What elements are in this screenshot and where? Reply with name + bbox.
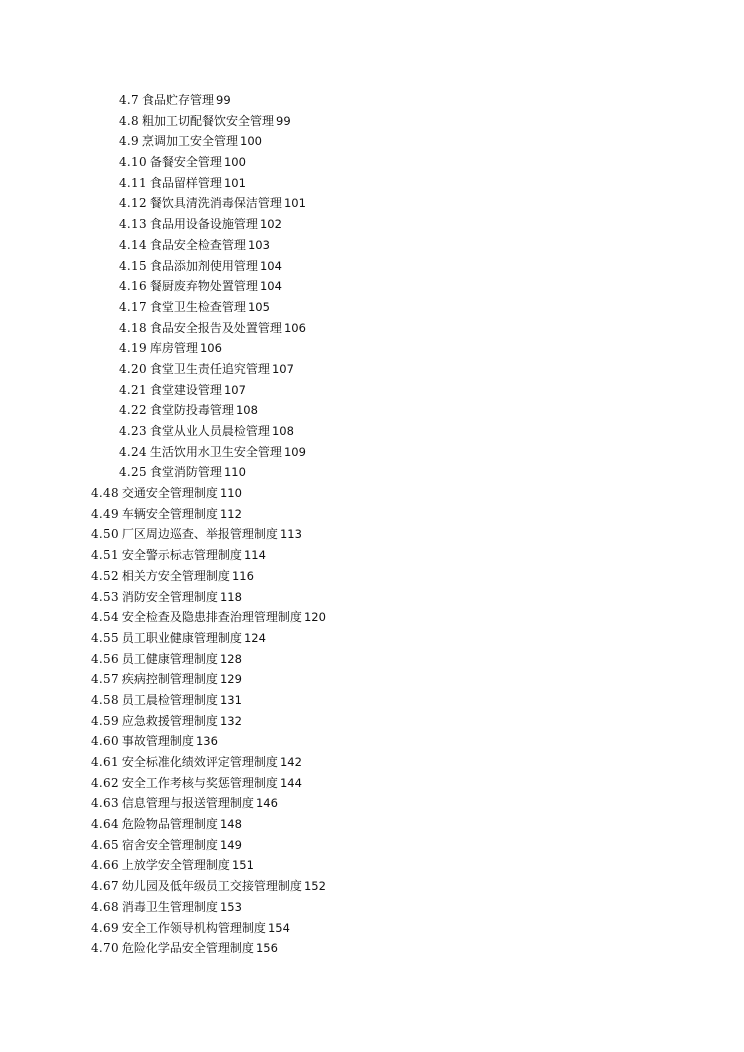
toc-entry-title: 餐厨废弃物处置管理 xyxy=(149,279,258,294)
toc-entry-number: 4.50 xyxy=(91,527,119,542)
toc-entry-title: 安全标准化绩效评定管理制度 xyxy=(121,755,278,769)
toc-entry-page-number: 108 xyxy=(271,424,294,438)
toc-entry-page-number: 112 xyxy=(219,506,242,521)
toc-entry xyxy=(0,524,744,545)
toc-entry-page-number: 142 xyxy=(279,755,302,769)
toc-entry-number: 4.58 xyxy=(91,692,119,707)
toc-entry-number: 4.15 xyxy=(119,258,147,273)
toc-entry-page-number: 128 xyxy=(219,651,242,666)
toc-entry-number: 4.51 xyxy=(91,548,119,563)
toc-entry-page-number: 113 xyxy=(279,527,302,542)
toc-entry-number: 4.8 xyxy=(119,113,139,128)
toc-entry-number: 4.52 xyxy=(91,568,119,583)
toc-entry-page-number: 148 xyxy=(219,817,242,832)
toc-entry-number: 4.70 xyxy=(91,941,119,956)
toc-entry-title: 食堂卫生检查管理 xyxy=(149,299,246,314)
toc-entry xyxy=(0,938,744,959)
toc-entry-title: 危险物品管理制度 xyxy=(121,817,218,832)
toc-entry xyxy=(0,566,744,587)
toc-entry-number: 4.18 xyxy=(119,320,147,335)
toc-entry xyxy=(0,711,744,732)
toc-entry xyxy=(0,669,744,690)
toc-entry-title: 库房管理 xyxy=(149,341,198,356)
toc-entry-page-number: 154 xyxy=(267,920,290,935)
toc-entry-number: 4.20 xyxy=(119,361,147,376)
toc-entry-title: 车辆安全管理制度 xyxy=(121,506,218,521)
toc-entry-number: 4.14 xyxy=(119,237,147,252)
toc-entry-number: 4.59 xyxy=(91,713,119,728)
toc-entry xyxy=(0,400,744,421)
toc-entry-title: 危险化学品安全管理制度 xyxy=(121,941,254,956)
toc-entry-number: 4.16 xyxy=(119,279,147,294)
toc-entry xyxy=(0,752,744,773)
toc-entry xyxy=(0,545,744,566)
toc-entry-page-number: 120 xyxy=(303,610,326,625)
toc-entry-title: 安全警示标志管理制度 xyxy=(121,548,242,563)
toc-entry xyxy=(0,152,744,173)
toc-entry xyxy=(0,814,744,835)
toc-entry-title: 应急救援管理制度 xyxy=(121,713,218,728)
toc-entry-number: 4.63 xyxy=(91,796,119,811)
toc-entry-page-number: 110 xyxy=(219,486,242,501)
toc-entry xyxy=(0,193,744,214)
toc-entry-title: 食品添加剂使用管理 xyxy=(149,258,258,273)
toc-entry-title: 食堂防投毒管理 xyxy=(149,403,234,418)
toc-entry-title: 安全检查及隐患排查治理管理制度 xyxy=(121,610,302,625)
toc-entry-title: 事故管理制度 xyxy=(121,734,194,749)
toc-entry-title: 厂区周边巡查、举报管理制度 xyxy=(121,527,278,542)
toc-entry xyxy=(0,442,744,463)
toc-entry-number: 4.48 xyxy=(91,486,119,501)
toc-entry-number: 4.53 xyxy=(91,589,119,604)
toc-entry xyxy=(0,918,744,939)
toc-entry-page-number: 124 xyxy=(243,630,266,645)
toc-entry-page-number: 109 xyxy=(283,444,306,459)
toc-entry-number: 4.55 xyxy=(91,630,119,645)
toc-entry xyxy=(0,731,744,752)
toc-entry-page-number: 100 xyxy=(223,155,246,170)
toc-entry-number: 4.64 xyxy=(91,817,119,832)
toc-entry-number: 4.56 xyxy=(91,651,119,666)
toc-entry xyxy=(0,587,744,608)
toc-entry-title: 食品贮存管理 xyxy=(141,93,214,107)
toc-entry-title: 员工晨检管理制度 xyxy=(121,692,218,707)
toc-entry xyxy=(0,462,744,483)
toc-entry-title: 粗加工切配餐饮安全管理 xyxy=(141,113,274,128)
toc-entry-page-number: 106 xyxy=(199,341,222,356)
toc-entry-title: 备餐安全管理 xyxy=(149,155,222,170)
toc-entry-title: 食品留样管理 xyxy=(149,175,222,190)
toc-entry xyxy=(0,483,744,504)
toc-entry-page-number: 116 xyxy=(231,568,254,583)
toc-entry-title: 员工职业健康管理制度 xyxy=(121,630,242,645)
toc-entry xyxy=(0,235,744,256)
toc-entry-title: 餐饮具清洗消毒保洁管理 xyxy=(149,196,282,211)
toc-entry xyxy=(0,607,744,628)
toc-entry-number: 4.22 xyxy=(119,403,147,418)
toc-entry-page-number: 103 xyxy=(247,237,270,252)
toc-entry-number: 4.7 xyxy=(119,93,139,107)
toc-entry-page-number: 99 xyxy=(276,113,291,128)
toc-entry-page-number: 136 xyxy=(195,734,218,749)
toc-entry-page-number: 100 xyxy=(240,134,262,149)
toc-entry-number: 4.24 xyxy=(119,444,147,459)
toc-entry-number: 4.67 xyxy=(91,879,119,894)
toc-entry-number: 4.57 xyxy=(91,672,119,687)
toc-entry-page-number: 152 xyxy=(303,879,326,894)
toc-entry-title: 食品用设备设施管理 xyxy=(149,217,258,232)
toc-entry-number: 4.54 xyxy=(91,610,119,625)
toc-entry-number: 4.66 xyxy=(91,858,119,873)
toc-entry-page-number: 156 xyxy=(255,941,278,956)
toc-entry-page-number: 99 xyxy=(216,93,231,107)
toc-entry-title: 幼儿园及低年级员工交接管理制度 xyxy=(121,879,302,894)
toc-entry-title: 食堂消防管理 xyxy=(149,465,222,480)
toc-entry-page-number: 110 xyxy=(223,465,246,480)
toc-entry-number: 4.17 xyxy=(119,299,147,314)
toc-entry-number: 4.13 xyxy=(119,217,147,232)
toc-entry-number: 4.12 xyxy=(119,196,147,211)
toc-entry xyxy=(0,773,744,794)
toc-entry-page-number: 151 xyxy=(231,858,254,873)
table-of-contents xyxy=(0,90,744,959)
toc-entry xyxy=(0,649,744,670)
toc-entry xyxy=(0,338,744,359)
toc-entry-number: 4.11 xyxy=(119,175,147,190)
toc-entry-page-number: 105 xyxy=(247,299,270,314)
toc-entry-page-number: 104 xyxy=(259,279,282,294)
toc-entry-number: 4.65 xyxy=(91,837,119,852)
toc-entry-page-number: 114 xyxy=(243,548,266,563)
toc-entry-page-number: 144 xyxy=(279,775,302,790)
toc-entry-page-number: 104 xyxy=(259,258,282,273)
toc-entry xyxy=(0,90,744,111)
toc-entry-title: 食堂从业人员晨检管理 xyxy=(149,424,270,438)
toc-entry xyxy=(0,690,744,711)
toc-entry-page-number: 132 xyxy=(219,713,242,728)
toc-entry-page-number: 108 xyxy=(235,403,258,418)
toc-entry-title: 宿舍安全管理制度 xyxy=(121,837,218,852)
toc-entry xyxy=(0,297,744,318)
toc-entry xyxy=(0,876,744,897)
toc-entry-page-number: 131 xyxy=(219,692,242,707)
toc-entry xyxy=(0,173,744,194)
toc-entry-title: 疾病控制管理制度 xyxy=(121,672,218,687)
toc-entry-page-number: 106 xyxy=(283,320,306,335)
toc-entry xyxy=(0,835,744,856)
toc-entry xyxy=(0,897,744,918)
toc-entry-title: 生活饮用水卫生安全管理 xyxy=(149,444,282,459)
toc-entry-number: 4.62 xyxy=(91,775,119,790)
toc-entry xyxy=(0,504,744,525)
toc-entry-title: 安全工作领导机构管理制度 xyxy=(121,920,266,935)
toc-entry-title: 食堂建设管理 xyxy=(149,382,222,397)
toc-entry-title: 相关方安全管理制度 xyxy=(121,568,230,583)
toc-entry xyxy=(0,318,744,339)
toc-entry xyxy=(0,111,744,132)
toc-entry-page-number: 146 xyxy=(255,796,278,811)
toc-entry-page-number: 118 xyxy=(219,589,242,604)
toc-entry-title: 交通安全管理制度 xyxy=(121,486,218,501)
toc-entry xyxy=(0,855,744,876)
toc-entry xyxy=(0,380,744,401)
toc-entry-title: 上放学安全管理制度 xyxy=(121,858,230,873)
toc-entry-page-number: 107 xyxy=(223,382,246,397)
toc-entry-page-number: 153 xyxy=(219,899,242,914)
toc-entry-number: 4.10 xyxy=(119,155,147,170)
toc-entry-number: 4.23 xyxy=(119,424,147,438)
toc-entry-page-number: 101 xyxy=(223,175,246,190)
toc-entry xyxy=(0,359,744,380)
toc-entry-number: 4.68 xyxy=(91,899,119,914)
toc-entry xyxy=(0,214,744,235)
toc-entry-number: 4.9 xyxy=(119,134,139,149)
toc-entry-page-number: 102 xyxy=(259,217,282,232)
toc-entry-number: 4.21 xyxy=(119,382,147,397)
toc-entry xyxy=(0,276,744,297)
toc-entry xyxy=(0,793,744,814)
toc-entry-title: 食堂卫生责任追究管理 xyxy=(149,361,270,376)
toc-entry-title: 食品安全检查管理 xyxy=(149,237,246,252)
toc-entry-title: 消防安全管理制度 xyxy=(121,589,218,604)
toc-entry-number: 4.61 xyxy=(91,755,119,769)
toc-entry xyxy=(0,256,744,277)
toc-entry-title: 安全工作考核与奖惩管理制度 xyxy=(121,775,278,790)
toc-entry-page-number: 149 xyxy=(219,837,242,852)
toc-entry-page-number: 107 xyxy=(271,361,294,376)
toc-entry-page-number: 129 xyxy=(219,672,242,687)
toc-entry xyxy=(0,421,744,442)
toc-entry-title: 员工健康管理制度 xyxy=(121,651,218,666)
toc-entry-number: 4.60 xyxy=(91,734,119,749)
toc-entry-number: 4.25 xyxy=(119,465,147,480)
toc-entry-title: 信息管理与报送管理制度 xyxy=(121,796,254,811)
toc-entry xyxy=(0,131,744,152)
toc-entry-number: 4.69 xyxy=(91,920,119,935)
toc-entry-number: 4.19 xyxy=(119,341,147,356)
toc-entry-page-number: 101 xyxy=(283,196,306,211)
toc-entry xyxy=(0,628,744,649)
toc-entry-title: 消毒卫生管理制度 xyxy=(121,899,218,914)
toc-entry-number: 4.49 xyxy=(91,506,119,521)
toc-entry-title: 食品安全报告及处置管理 xyxy=(149,320,282,335)
toc-entry-title: 烹调加工安全管理 xyxy=(141,134,238,149)
